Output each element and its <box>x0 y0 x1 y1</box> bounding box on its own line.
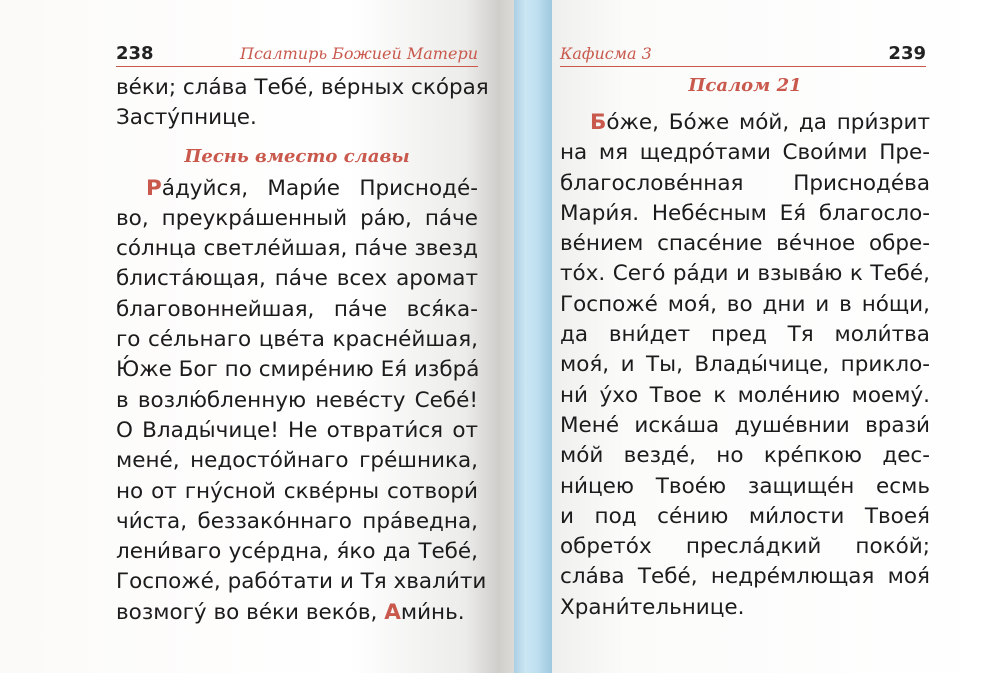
text-line: но от гну́сной скве́рны сотвори́ <box>116 478 478 504</box>
text-line: блиста́ющая, па́че всех аромат <box>116 266 478 292</box>
page-number-left: 238 <box>116 43 154 64</box>
text-line: со́лнца светле́йшая, па́че звезд <box>116 236 478 262</box>
text-line <box>560 108 930 138</box>
text-line: Ю́же Бог по смире́нию Ея́ избра́ <box>116 357 480 383</box>
text-line: и под се́нию ми́лости Твоея́ <box>560 503 930 529</box>
page-number-right: 239 <box>888 43 926 64</box>
text-line: ни́цею Твое́ю защище́н есмь <box>560 473 930 499</box>
psalm-heading: Псалом 21 <box>688 75 802 96</box>
text-line-start: возмогу́ во ве́ки веко́в, <box>116 599 385 625</box>
text-line: да вни́дет пред Тя моли́тва <box>560 322 930 348</box>
left-running-head <box>116 40 478 67</box>
right-page <box>500 0 1000 673</box>
text-line: О Влады́чице! Не отврати́ся от <box>116 417 478 443</box>
text-line-end: ми́нь. <box>400 599 465 625</box>
text-line: Госпоже́, рабо́тати и Тя хвали́ти <box>116 569 487 595</box>
drop-initial: Р <box>146 175 162 201</box>
text-line-rest: о́же, Бо́же мо́й, да при́зрит <box>606 110 930 135</box>
text-line: моя́, и Ты, Влады́чице, прикло- <box>560 352 930 378</box>
right-running-head <box>560 40 926 67</box>
drop-initial: Б <box>590 110 607 135</box>
text-line: то́х. Сего́ ра́ди и взыва́ю к Тебе́, <box>560 261 930 287</box>
red-initial: А <box>384 599 401 625</box>
text-line-rest: а́дуйся, Мари́е Приснодé- <box>161 175 478 201</box>
running-title-right: Кафисма 3 <box>560 44 652 63</box>
right-text <box>560 73 930 623</box>
text-line: в возлю́бленную неве́сту Себе́! <box>116 387 478 413</box>
text-line: го се́льнаго цве́та красне́йшая, <box>116 327 478 353</box>
text-line: Храни́тельнице. <box>560 594 745 620</box>
text-line: Засту́пнице. <box>116 105 257 131</box>
text-line: благовоннейшая, па́че вся́ка- <box>116 296 478 322</box>
text-line: Госпоже́ моя́, во дни и в но́щи, <box>560 291 930 317</box>
text-line: во, преукра́шенный ра́ю, па́че <box>116 205 478 231</box>
text-line: сла́ва Тебе́, недре́млющая моя́ <box>560 564 930 590</box>
text-line <box>116 174 478 204</box>
text-line: обрето́х пресла́дкий поко́й; <box>560 534 930 560</box>
bookmark-ribbon <box>514 0 552 673</box>
text-line <box>116 598 478 628</box>
text-line: мене́, недосто́йнаго гре́шника, <box>116 448 478 474</box>
text-line: лени́ваго усе́рдна, я́ко да Тебе́, <box>116 539 478 565</box>
text-line: ни́ у́хо Твое к моле́нию моему́. <box>560 382 930 408</box>
section-heading: Песнь вместо славы <box>184 145 410 167</box>
text-line: Мене́ иска́ша душе́внии врази́ <box>560 412 930 438</box>
text-line: чи́ста, беззако́ннаго пра́ведна, <box>116 508 478 534</box>
running-title-left: Псалтирь Божией Матери <box>239 44 478 63</box>
text-line: Мари́я. Небе́сным Ея́ благосло- <box>560 200 930 226</box>
text-line: на мя щедро́тами Свои́ми Пре- <box>560 140 930 166</box>
left-text <box>116 73 489 628</box>
text-line: ве́нием спасе́ние ве́чное обре- <box>560 231 930 257</box>
text-line: благослове́нная Приснодéва <box>560 170 930 196</box>
text-line: мо́й везде́, но кре́пкою дес- <box>560 443 930 469</box>
text-line: ве́ки; сла́ва Тебе́, ве́рных ско́рая <box>116 75 489 100</box>
